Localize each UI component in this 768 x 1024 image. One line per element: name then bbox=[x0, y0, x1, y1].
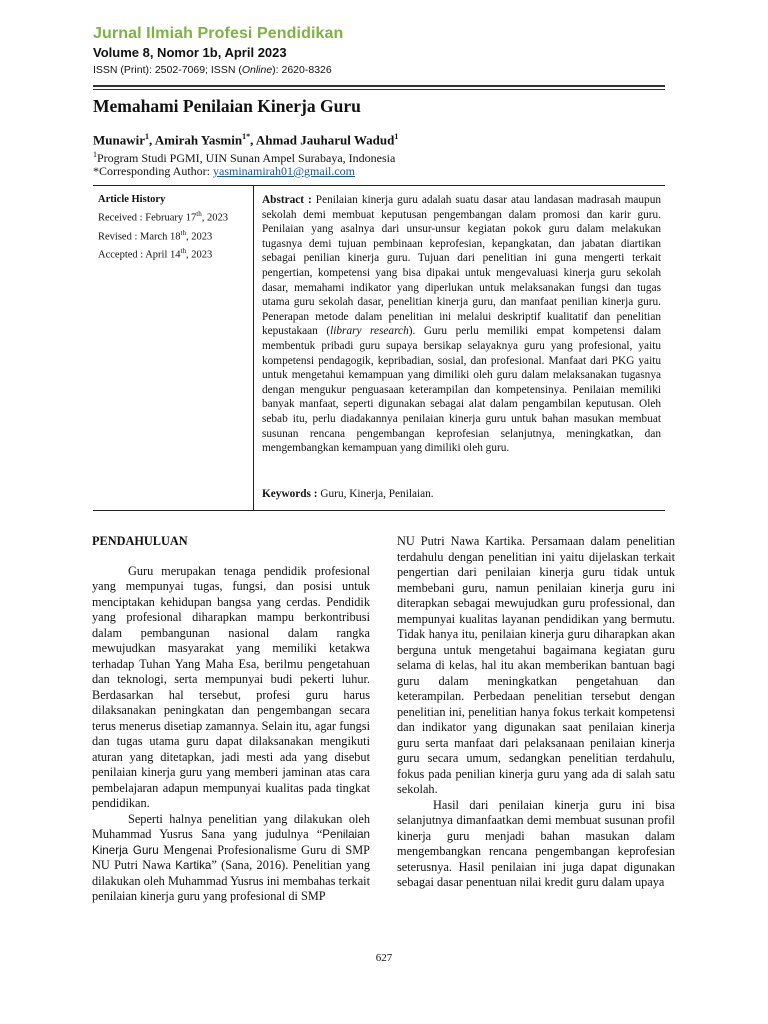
history-received: Received : February 17th, 2023 bbox=[98, 210, 228, 224]
abstract-box-top-rule bbox=[93, 185, 665, 186]
abstract-label: Abstract : bbox=[262, 194, 312, 206]
paper-title: Memahami Penilaian Kinerja Guru bbox=[93, 96, 361, 116]
paragraph: Hasil dari penilaian kinerja guru ini bisa selanjutnya dimanfaatkan demi membuat susunan profil kinerja guru menjadi bahan masukan dalam mengembangkan rencana pengembangan keprofesian seterusnya. Hasil penilaian ini juga dapat digunakan sebagai dasar penentuan nilai kredit guru dalam upaya bbox=[397, 797, 675, 889]
abstract bbox=[262, 193, 661, 456]
corr-label: *Corresponding Author: bbox=[93, 164, 213, 178]
corr-email-link[interactable]: yasminamirah01@gmail.com bbox=[213, 164, 356, 178]
section-heading: PENDAHULUAN bbox=[92, 534, 188, 548]
author-list bbox=[93, 132, 398, 148]
keywords bbox=[262, 488, 661, 500]
author-name: , Amirah Yasmin bbox=[149, 132, 243, 148]
author-name: Munawir bbox=[93, 132, 145, 148]
history-title: Article History bbox=[98, 194, 166, 205]
abstract-text: Penilaian kinerja guru adalah suatu dasar atau landasan madrasah maupun sekolah demi membuat keputusan pengembangan dalam promosi dan karir guru. Penilaian yang asalnya dari unsur-unsur kegiatan pokok guru dalam melakukan tugasnya demi tujuan pembinaan keprofesian, kepangkatan, dan jabatan diartikan sebagai penilian kinerja guru. Tujuan dari penelitian ini guna mengerti terkait pengertian, kompetensi yang bisa dipakai untuk mengevaluasi kinerja guru sekolah dasar, memahami indikator yang diperlukan untuk melaksanakan fungsi dan tugas utama guru sekolah dasar, penelitian kinerja guru, dan manfaat penilian kinerja guru. Penerapan metode dalam penelitian ini melalui deskriptif kualitatif dan penelitian kepustakaan ( bbox=[262, 194, 662, 338]
keywords-text: Guru, Kinerja, Penilaian. bbox=[317, 488, 434, 500]
affiliation-text: Program Studi PGMI, UIN Sunan Ampel Surabaya, Indonesia bbox=[97, 151, 396, 165]
journal-title: Jurnal Ilmiah Profesi Pendidikan bbox=[93, 25, 344, 42]
paragraph: Guru merupakan tenaga pendidik profesional yang mempunyai tugas, fungsi, dan posisi untuk menciptakan kehidupan bangsa yang cerdas. Pendidik yang profesional diharapkan mampu berkontribusi dalam pembangunan nasional dalam rangka mewujudkan masyarakat yang memiliki ketakwa terhadap Tuhan Yang Maha Esa, berilmu pengetahuan dan teknologi, serta mempunyai budi pekerti luhur. Berdasarkan hal tersebut, profesi guru harus dilaksanakan peningkatan dan pengembangan secara terus menerus disetiap zamannya. Selain itu, agar fungsi dan tugas utama guru dapat dilaksanakan mengikuti aturan yang ditetapkan, jadi mesti ada yang disebut penilaian kinerja guru yang memberi jaminan atas cara pembelajaran adapun mempunyai kualitas pada tingkat pendidikan. bbox=[92, 563, 370, 810]
header-rule-thin bbox=[93, 89, 665, 90]
abstract-italic: library research bbox=[330, 325, 409, 338]
issn-print: ISSN (Print): 2502-7069; ISSN ( bbox=[93, 64, 242, 76]
paragraph: NU Putri Nawa Kartika. Persamaan dalam penelitian terdahulu dengan penelitian ini yaitu dijelaskan terkait pengertian dari penilaian kinerja guru tidak untuk membebani guru, namun penilaian kinerja guru ini diterapkan sebagai mewujudkan guru professional, dan mempunyai kualitas layanan pendidikan yang bermutu. Tidak hanya itu, penilaian kinerja guru diharapkan akan berguna untuk mengetahui bagaimana kegiatan guru selama di kelas, hal itu akan memberikan bantuan bagi guru dalam meningkatkan pengetahuan dan keterampilan. Perbedaan penelitian tersebut dengan penelitian ini, penelitian hanya fokus terkait kompetensi dan indikator yang digunakan saat penilaian kinerja guru serta manfaat dari pelaksanaan penilaian kinerja guru secara umum, sedangkan penelitian terdahulu, fokus pada penilian kinerja guru yang ada di salah satu sekolah. bbox=[397, 534, 675, 796]
issn-online-word: Online bbox=[241, 64, 273, 76]
keywords-label: Keywords : bbox=[262, 488, 318, 500]
page-number: 627 bbox=[375, 952, 393, 964]
issn-online: ): 2620-8326 bbox=[272, 64, 332, 76]
body-column-right bbox=[397, 534, 675, 891]
abstract-text-cont: ). Guru perlu memiliki empat kompetensi dalam membentuk pribadi guru supaya bersikap selayaknya guru yang profesional, yaitu kompetensi pendagogik, kepribadian, sosial, dan profesional. Manfaat dari PKG yaitu untuk mengetahui kemampuan yang dimiliki oleh guru dalam melaksanakan tugasnya dengan mengukur penguasaan keterampilan dan kompetensinya. Penilaian memiliki banyak manfaat, seperti digunakan sebagai alat dalam pengambilan keputusan. Oleh sebab itu, perlu diadakannya penilaian kinerja guru untuk bahan masukan membuat susunan rencana pengembangan keprofesian selanjutnya, meningkatkan, dan mengembangkan kemampuan yang dimiliki oleh guru. bbox=[262, 325, 661, 455]
author-name: , Ahmad Jauharul Wadud bbox=[250, 132, 395, 148]
paragraph: Seperti halnya penelitian yang dilakukan oleh Muhammad Yusrus Sana yang judulnya “Penilaian Kinerja Guru Mengenai Profesionalisme Guru di SMP NU Putri Nawa Kartika” (Sana, 2016). Penelitian yang dilakukan oleh Muhammad Yusrus ini membahas terkait penilaian kinerja guru yang profesional di SMP bbox=[92, 811, 371, 903]
history-revised: Revised : March 18th, 2023 bbox=[98, 228, 213, 242]
article-history bbox=[98, 193, 248, 263]
body-column-left bbox=[92, 534, 370, 905]
affil-sup: 1 bbox=[93, 150, 97, 159]
volume-info: Volume 8, Nomor 1b, April 2023 bbox=[93, 45, 287, 60]
abstract-box-bottom-rule bbox=[93, 510, 665, 511]
issn-line bbox=[93, 64, 332, 76]
author-sup: 1 bbox=[394, 132, 399, 141]
corresponding-author bbox=[93, 164, 355, 179]
header-rule-thick bbox=[93, 85, 665, 87]
author-sup: 1* bbox=[242, 132, 251, 141]
abstract-box-divider bbox=[253, 185, 254, 510]
history-accepted: Accepted : April 14th, 2023 bbox=[98, 247, 213, 261]
author-sup: 1 bbox=[145, 132, 149, 141]
